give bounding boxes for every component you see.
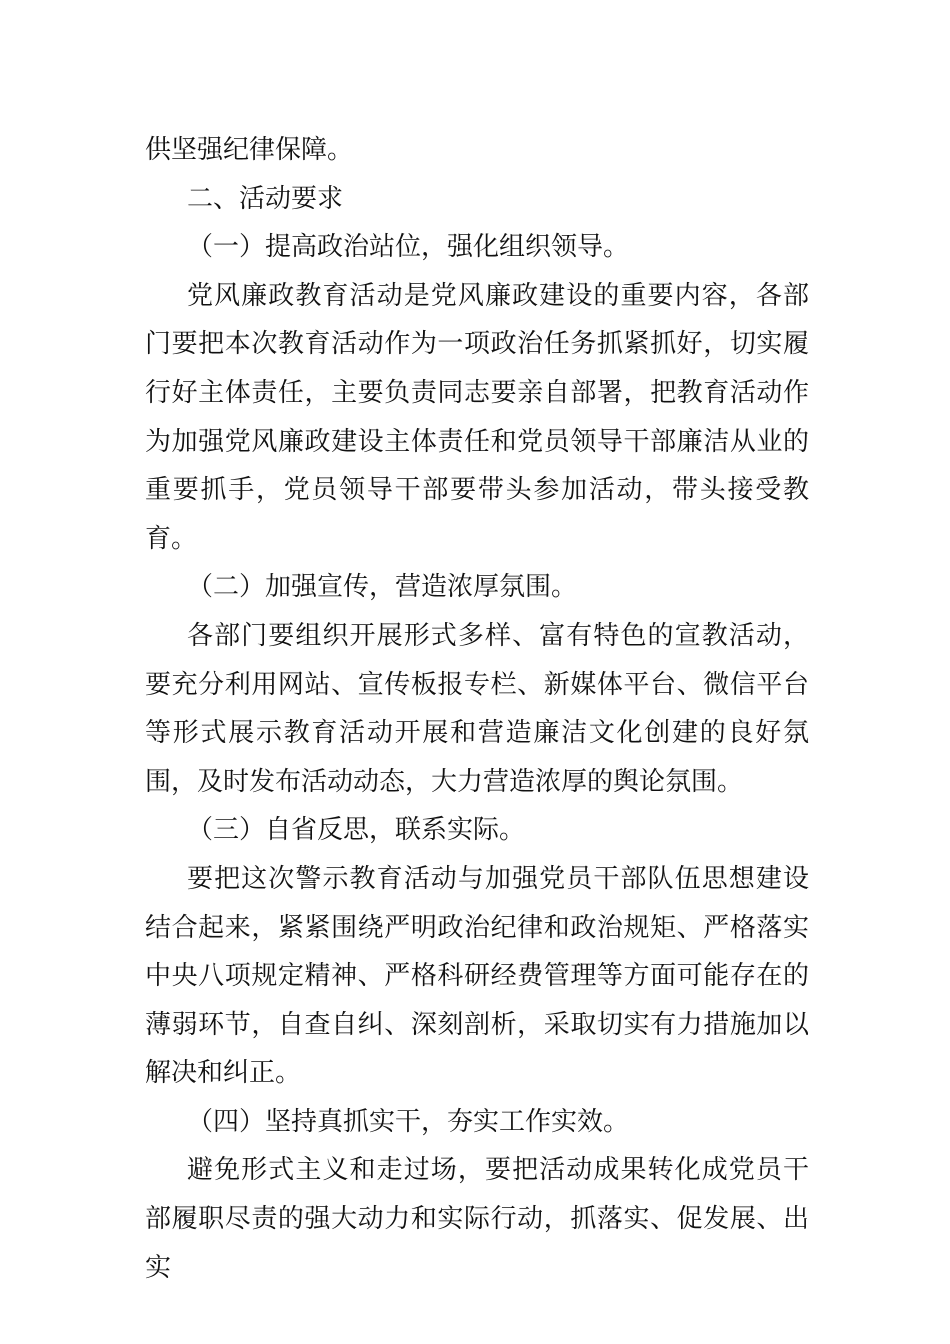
subsection-body-1: 党风廉政教育活动是党风廉政建设的重要内容，各部门要把本次教育活动作为一项政治任务抓紧抓好，切实履行好主体责任，主要负责同志要亲自部署，把教育活动作为加强党风廉政建设主体责任和党员领导干部廉洁从业的重要抓手，党员领导干部要带头参加活动，带头接受教育。 (145, 280, 809, 554)
subsection-heading-3: （三）自省反思，联系实际。 (187, 815, 526, 846)
subsection-body-3: 要把这次警示教育活动与加强党员干部队伍思想建设结合起来，紧紧围绕严明政治纪律和政治规矩、严格落实中央八项规定精神、严格科研经费管理等方面可能存在的薄弱环节，自查自纠、深刻剖析，采取切实有力措施加以解决和纠正。 (145, 863, 809, 1089)
continuation-paragraph: 供坚强纪律保障。 (145, 135, 354, 165)
section-heading: 二、活动要求 (187, 183, 344, 214)
subsection-body-2: 各部门要组织开展形式多样、富有特色的宣教活动，要充分利用网站、宣传板报专栏、新媒体平台、微信平台等形式展示教育活动开展和营造廉洁文化创建的良好氛围，及时发布活动动态，大力营造浓厚的舆论氛围。 (145, 620, 809, 797)
subsection-heading-4: （四）坚持真抓实干，夯实工作实效。 (187, 1106, 630, 1137)
subsection-body-4: 避免形式主义和走过场，要把活动成果转化成党员干部履职尽责的强大动力和实际行动，抓落实、促发展、出实 (145, 1155, 809, 1283)
subsection-heading-1: （一）提高政治站位，强化组织领导。 (187, 232, 630, 263)
document-body (145, 126, 809, 1292)
subsection-heading-2: （二）加强宣传，营造浓厚氛围。 (187, 572, 578, 603)
